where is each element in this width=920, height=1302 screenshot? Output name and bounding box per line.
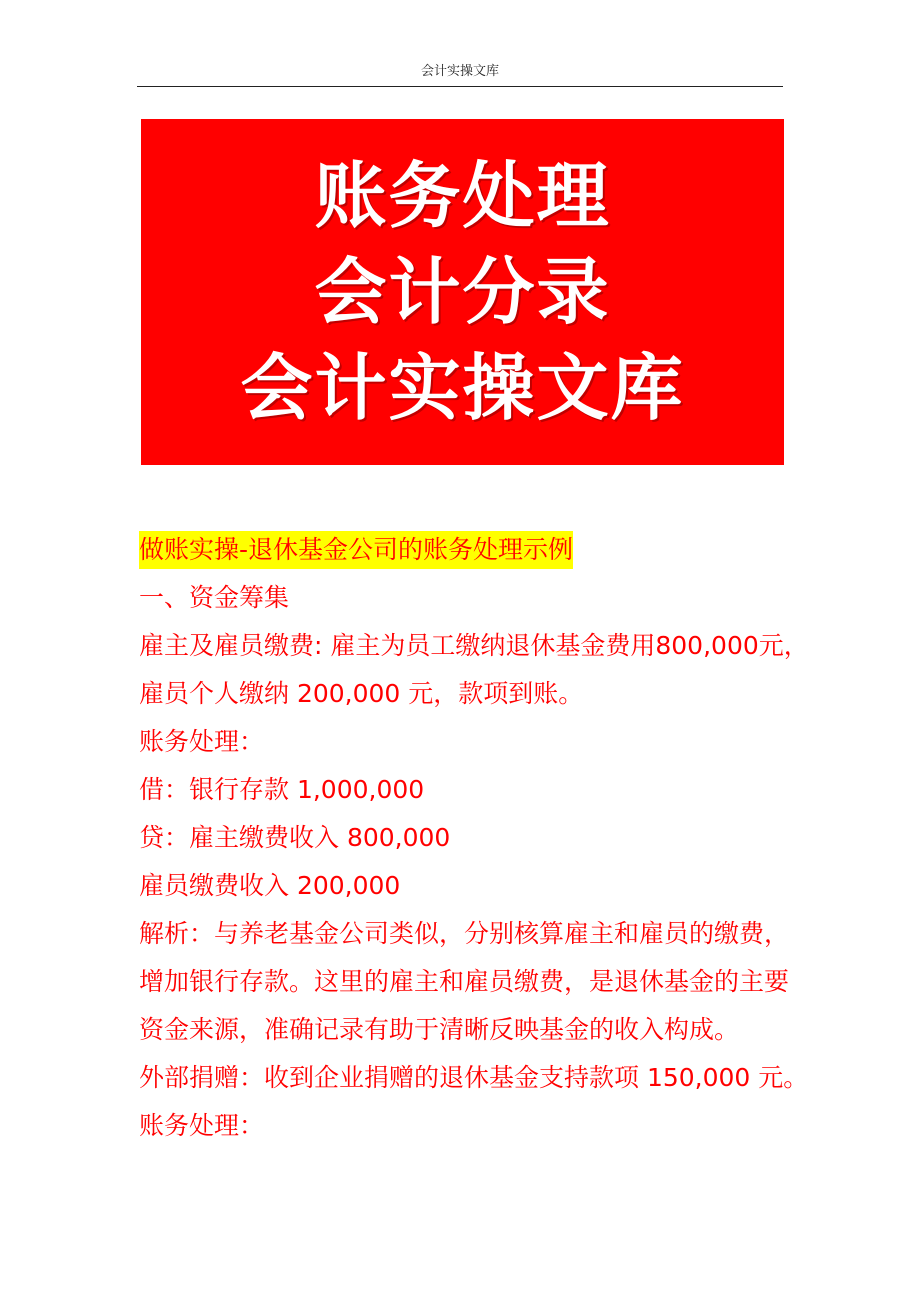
paragraph: 外部捐赠：收到企业捐赠的退休基金支持款项 150,000 元。 [139,1063,809,1092]
paragraph: 账务处理： [139,1111,265,1140]
document-title: 做账实操-退休基金公司的账务处理示例 [139,531,573,569]
paragraph: 资金来源，准确记录有助于清晰反映基金的收入构成。 [139,1015,740,1044]
journal-entry-credit: 贷：雇主缴费收入 800,000 [139,823,451,852]
banner-line-1: 账务处理 [314,154,611,238]
paragraph: 账务处理： [139,727,265,756]
banner-line-2: 会计分录 [314,250,611,334]
page-header: 会计实操文库 [137,62,783,87]
journal-entry-debit: 借：银行存款 1,000,000 [139,775,425,804]
paragraph: 增加银行存款。这里的雇主和雇员缴费，是退休基金的主要 [139,967,790,996]
paragraph: 雇员个人缴纳 200,000 元，款项到账。 [139,679,584,708]
banner-line-3: 会计实操文库 [240,346,685,430]
paragraph: 雇主及雇员缴费: 雇主为员工缴纳退休基金费用800,000元， [139,631,809,660]
title-banner [141,119,784,465]
paragraph: 解析：与养老基金公司类似，分别核算雇主和雇员的缴费， [139,919,790,948]
section-heading: 一、资金筹集 [139,583,290,612]
document-body [139,526,809,1150]
journal-entry-credit: 雇员缴费收入 200,000 [139,871,401,900]
